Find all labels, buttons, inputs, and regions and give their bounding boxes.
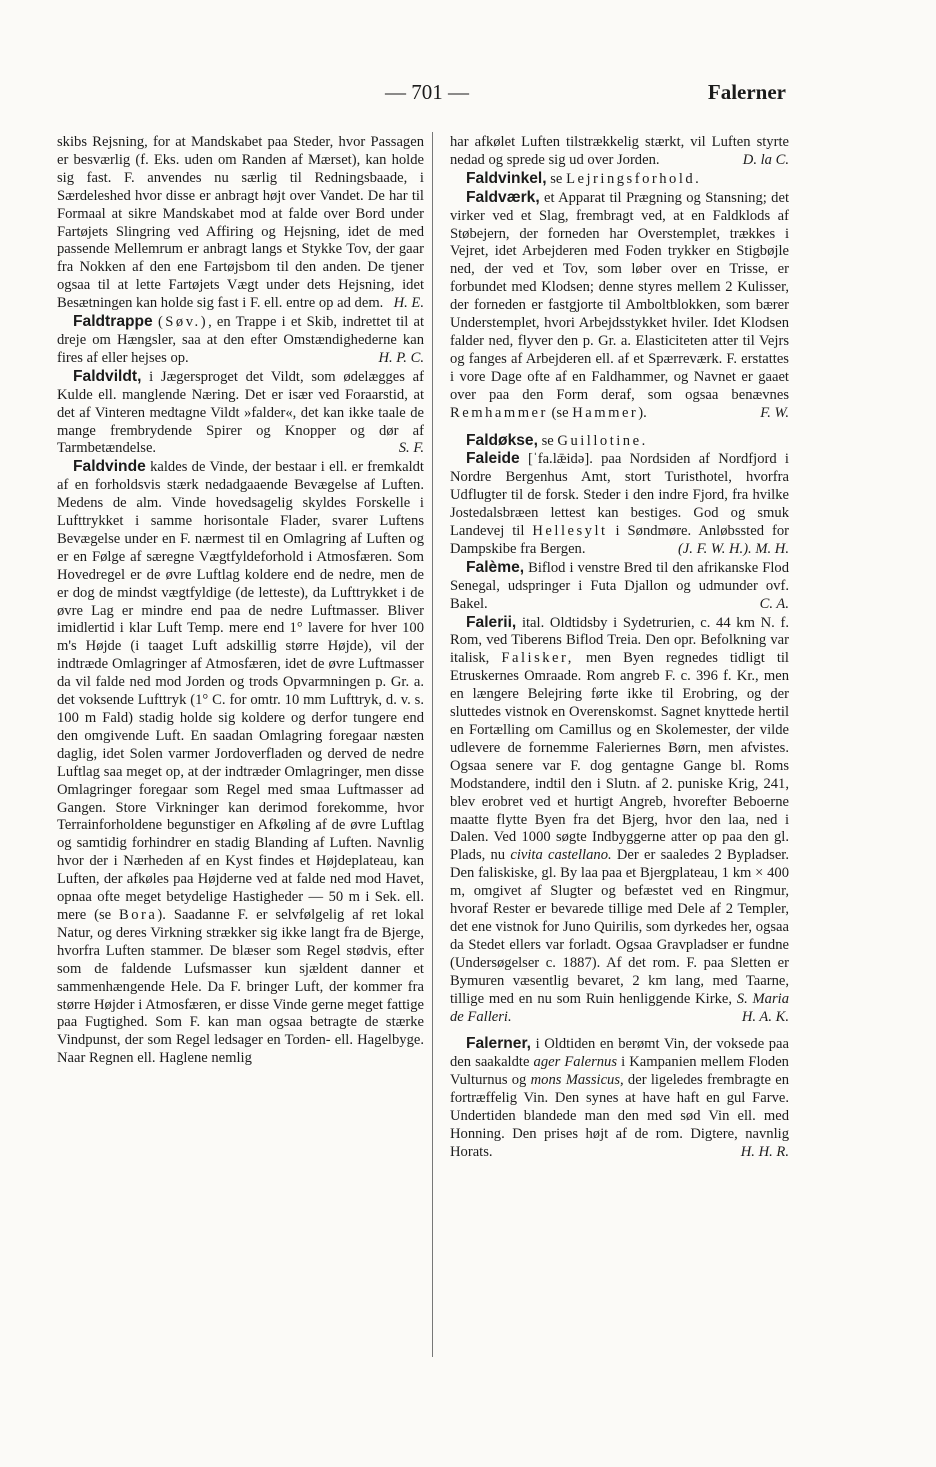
entry-text: der ligeledes frembragte en fortræffelig Vin. Den synes at have haft en gul Farve. Undertiden blandede man den med sød Vin ell. med Honning. Den prises højt af de rom. Digtere, navnlig Horats.: [450, 1072, 790, 1160]
entry-text: ital. Oldtidsby i Sydetrurien, c. 44 km N. f. Rom, ved Tiberens Biflod Treia. Den opr. Befolkning var italisk,: [450, 614, 789, 667]
cross-reference: Guillotine.: [557, 432, 648, 449]
entry-text: i Oldtiden en berømt Vin, der voksede paa den saakaldte: [450, 1036, 789, 1071]
italic-term: ager Falernus: [533, 1054, 618, 1071]
author-signature: C. A.: [759, 595, 789, 612]
entry-falerii: [450, 614, 789, 1027]
author-signature: D. la C.: [742, 151, 789, 168]
cross-reference: Remhammer: [450, 404, 548, 421]
column-rule: [432, 132, 433, 1357]
entry-faleide: [450, 450, 789, 558]
entry-faleme: [450, 559, 789, 614]
entry-text: i Søndmøre. Anløbssted for Dampskibe fra Bergen.: [450, 523, 789, 557]
headword: Falème,: [466, 558, 525, 576]
italic-term: civita castellano.: [510, 847, 612, 864]
page-number: — 701 —: [385, 80, 469, 104]
entry-continuation: [450, 134, 789, 170]
entry-faldvildt: [57, 368, 424, 459]
entry-faldvaerk: [450, 189, 789, 423]
entry-text: skibs Rejsning, for at Mandskabet paa Steder, hvor Passagen er besværlig (f. Eks. uden om Randen af Mærset), kan holde sig fast. F. anvendes nu særlig til Redningsbaade, i Særdeleshed hvor disse er anbragt højt over Vandet. De har til Formaal at sikre Mandskabet mod at falde over Bord under Fartøjets Slingring ved Affiring og Hejsning, idet de med passende Mellemrum er anbragt langs et Stykke Tov, der gaar fra Nokken af den ene Fartøjsbom til den anden. De tjener ogsaa til at lette Fartøjets Vægt under dets Hejsning, idet Besætningen kan holde sig fast i F. ell. entre op ad dem.: [57, 134, 424, 312]
cross-reference: Hammer: [572, 404, 639, 421]
headword: Faldvinde: [73, 458, 146, 476]
entry-text: kaldes de Vinde, der bestaar i ell. er fremkaldt af en forholdsvis stærk nedadgaaende Bevægelse af Luften. Medens de alm. Vinde hovedsagelig skyldes Forskelle i Lufttrykket i samme horisontale Flader, svarer Luftens Bevægelse under en F. nærmest til en Omlagring af Luften og er en Følge af særegne Vægtfyldeforhold i Atmosfæren. Som Hovedregel er de øvre Luftlag koldere end de nedre, men de er dog de mindst vægtfyldige (de letteste), da Lufttrykket i de øvre Lag er mindre end paa de nedre Luftmasser. Bliver imidlertid i klar Luft Temp. mere end 1° lavere for hver 100 m's Højde (i taaget Luft adskillig større Højde), vil der indtræde Omlagringer af Atmosfæren, idet de øvre Luftmasser da vil falde ned mod Jorden og trods Opvarmningen p. Gr. a. det voksende Lufttryk (1° C. for omtr. 10 mm Lufttryk, d. v. s. 100 m Fald) stadig holde sig koldere og derfor tungere end den omgivende Luft. En saadan Omlagring foregaar næsten daglig, idet Solen varmer Jordoverfladen og derved de nedre Luftlag saa meget op, at der indtræder Omlagringer, men disse Omlagringer foregaar som Regel med smaa Luftmasser ad Gangen. Store Virkninger kan derimod forekomme, hvor Terrainforholdene begunstiger en Afkøling af de øvre Luftlag og samtidig forhindrer en stadig Blanding af Luften. Navnlig hvor der i Nærheden af en Kyst findes et Højdeplateau, kan Luften, der afkøles paa Højderne ved at falde ned mod Havet, opnaa ofte meget betydelige Hastigheder — 50 m i Sek. ell. mere (se: [57, 459, 424, 923]
headword: Faldvinkel,: [466, 169, 547, 187]
entry-text: . paa Nordsiden af Nordfjord i Nordre Bergenhus Amt, stort Turisthotel, hvorfra Udflugter til de forsk. Steder i den indre Fjord, fra hvilke Jostedalsbræen lettest kan bestiges. God og smuk Landevej til: [450, 451, 789, 540]
author-signature: H. A. K.: [741, 1008, 789, 1025]
entry-faldokse: [450, 432, 789, 451]
entry-text: ). Saadanne F. er selvfølgelig af ret lokal Natur, og deres Virkning strækker sig ikke langt fra de Bjerge, hvorfra Luften stammer. De blæser som Regel stødvis, efter som de faldende Lufsmasser kun sjældent danner et sammenhængende Hele. Da F. bringer Luft, der kommer fra større Højder i Atmosfæren, er disse Vinde gerne meget fattige paa Fugtighed. Som F. kan man ogsaa betragte de stærke Vindpunst, der som Regel ledsager en Torden- ell. Hagelbyge. Naar Regnen ell. Haglene nemlig: [57, 906, 424, 1067]
entry-text: i Jægersproget det Vildt, som ødelægges af Kulde ell. manglende Næring. Det er især ved Foraarstid, at det af Vinteren medtagne Vildt »falder«, det kan ikke taale de mange frembrydende Spirer og Knopper og dør af Tarmbetændelse.: [57, 368, 424, 457]
italic-term: mons Massicus,: [530, 1072, 624, 1089]
author-signature: (J. F. W. H.). M. H.: [677, 540, 789, 557]
headword: Faldtrappe: [73, 313, 153, 331]
running-head: Falerner: [707, 80, 786, 104]
author-signature: H. E.: [393, 295, 424, 312]
entry-text: har afkølet Luften tilstrækkelig stærkt, vil Luften styrte nedad og sprede sig ud over Jorden.: [450, 134, 789, 168]
cross-reference: Falisker,: [501, 650, 574, 667]
headword: Falerii,: [466, 613, 517, 631]
entry-text: Der er saaledes 2 Bypladser. Den faliskiske, gl. By laa paa et Bjergplateau, 1 km × 400 m, omgivet af Slugter og befæstet ved en Ringmur, hvoraf Rester er bevarede tillige med Dele af 2 Templer, det ene vistnok for Juno Quirilis, som dyrkedes her, ogsaa da Stedet ellers var forladt. Ogsaa Gravpladser er fundne (Undersøgelser c. 1887). Af det rom. F. paa Sletten er Bymuren væsentlig bevaret, 2 km lang, med Taarne, tillige med en nu som Ruin henliggende Kirke,: [450, 847, 790, 1007]
headword: Falerner,: [466, 1035, 532, 1053]
entry-faldvinkel: [450, 170, 789, 189]
headword: Faldøkse,: [466, 431, 538, 449]
subject-abbr: (Søv.): [157, 314, 209, 331]
entry-faldtrappe: [57, 313, 424, 368]
entry-falerner: [450, 1035, 789, 1161]
author-signature: H. H. R.: [740, 1143, 789, 1160]
entry-text: , en Trappe i et Skib, indrettet til at dreje om Hængsler, saa at den efter Omstændighederne kan fires af eller hejses op.: [57, 314, 425, 366]
cross-reference: Bora: [119, 906, 158, 923]
entry-text: men Byen regnedes tidligt til Etruskernes Omraade. Rom angreb F. c. 396 f. Kr., men en længere Belejring førte ikke til Erobring, og der sluttedes vistnok en Overenskomst. Sagnet knyttede hertil en Fortælling om Camillus og en Skolemester, der vilde udlevere de fornemme Faleriernes Børn, men afvistes. Ogsaa senere var F. dog gentagne Gange bl. Roms Modstandere, indtil den i Slutn. af 2. puniske Krig, 241, blev erobret ved et hurtigt Angreb, hvorefter Beboerne maatte flytte Byen fra det Bjerg, hvor den laa, ned i Dalen. Ved 1000 søgte Indbyggerne atter op paa den gl. Plads, nu: [450, 650, 789, 864]
author-signature: S. F.: [398, 440, 424, 457]
author-signature: H. P. C.: [378, 349, 424, 366]
right-column: [450, 134, 789, 1162]
entry-continuation: [57, 134, 424, 313]
author-signature: F. W.: [760, 404, 789, 421]
entry-text: et Apparat til Prægning og Stansning; det virker ved et Slag, frembragt ved, at en Faldklods af Støbejern, der forneden har Overstemplet, trækkes i Vejret, idet Arbejderen med Foden trykker en Stigbøjle ned, der ved et Tov, som løber over en Trisse, er forbundet med Klodsen; denne styres mellem 2 Kulisser, der forneden er fastgjorte til Amboltblokken, som bærer Understemplet, hvori Arbejdsstykket hviler. Idet Klodsen falder ned, flyver den p. Gr. a. Elasticiteten atter til Vejrs og fanges af Arbejderen ell. af et Spærreværk. F. erstattes i vore Dage ofte af en Faldhammer, og Navnet er gaaet over paa den Form deraf, som ogsaa benævnes: [450, 189, 789, 403]
entry-text: se: [537, 432, 558, 449]
entry-text: Biflod i venstre Bred til den afrikanske Flod Senegal, udspringer i Futa Djallon og udmunder ovf. Bakel.: [450, 559, 789, 612]
pronunciation: [ˈfa.lǣidə]: [519, 451, 590, 468]
headword: Faldvildt,: [73, 367, 142, 385]
entry-text: (se: [547, 404, 573, 421]
headword: Faldværk,: [466, 188, 540, 206]
cross-reference: Hellesylt: [532, 523, 608, 540]
entry-faldvinde: [57, 458, 424, 1068]
left-column: [57, 134, 424, 1068]
entry-text: ).: [638, 404, 647, 421]
italic-term: S. Maria de Falleri.: [450, 990, 790, 1025]
cross-reference: Lejringsforhold.: [566, 170, 702, 187]
entry-text: i Kampanien mellem Floden Vulturnus og: [450, 1054, 789, 1089]
entry-text: se: [546, 170, 567, 187]
page-header: [0, 80, 936, 110]
headword: Faleide: [466, 450, 520, 468]
